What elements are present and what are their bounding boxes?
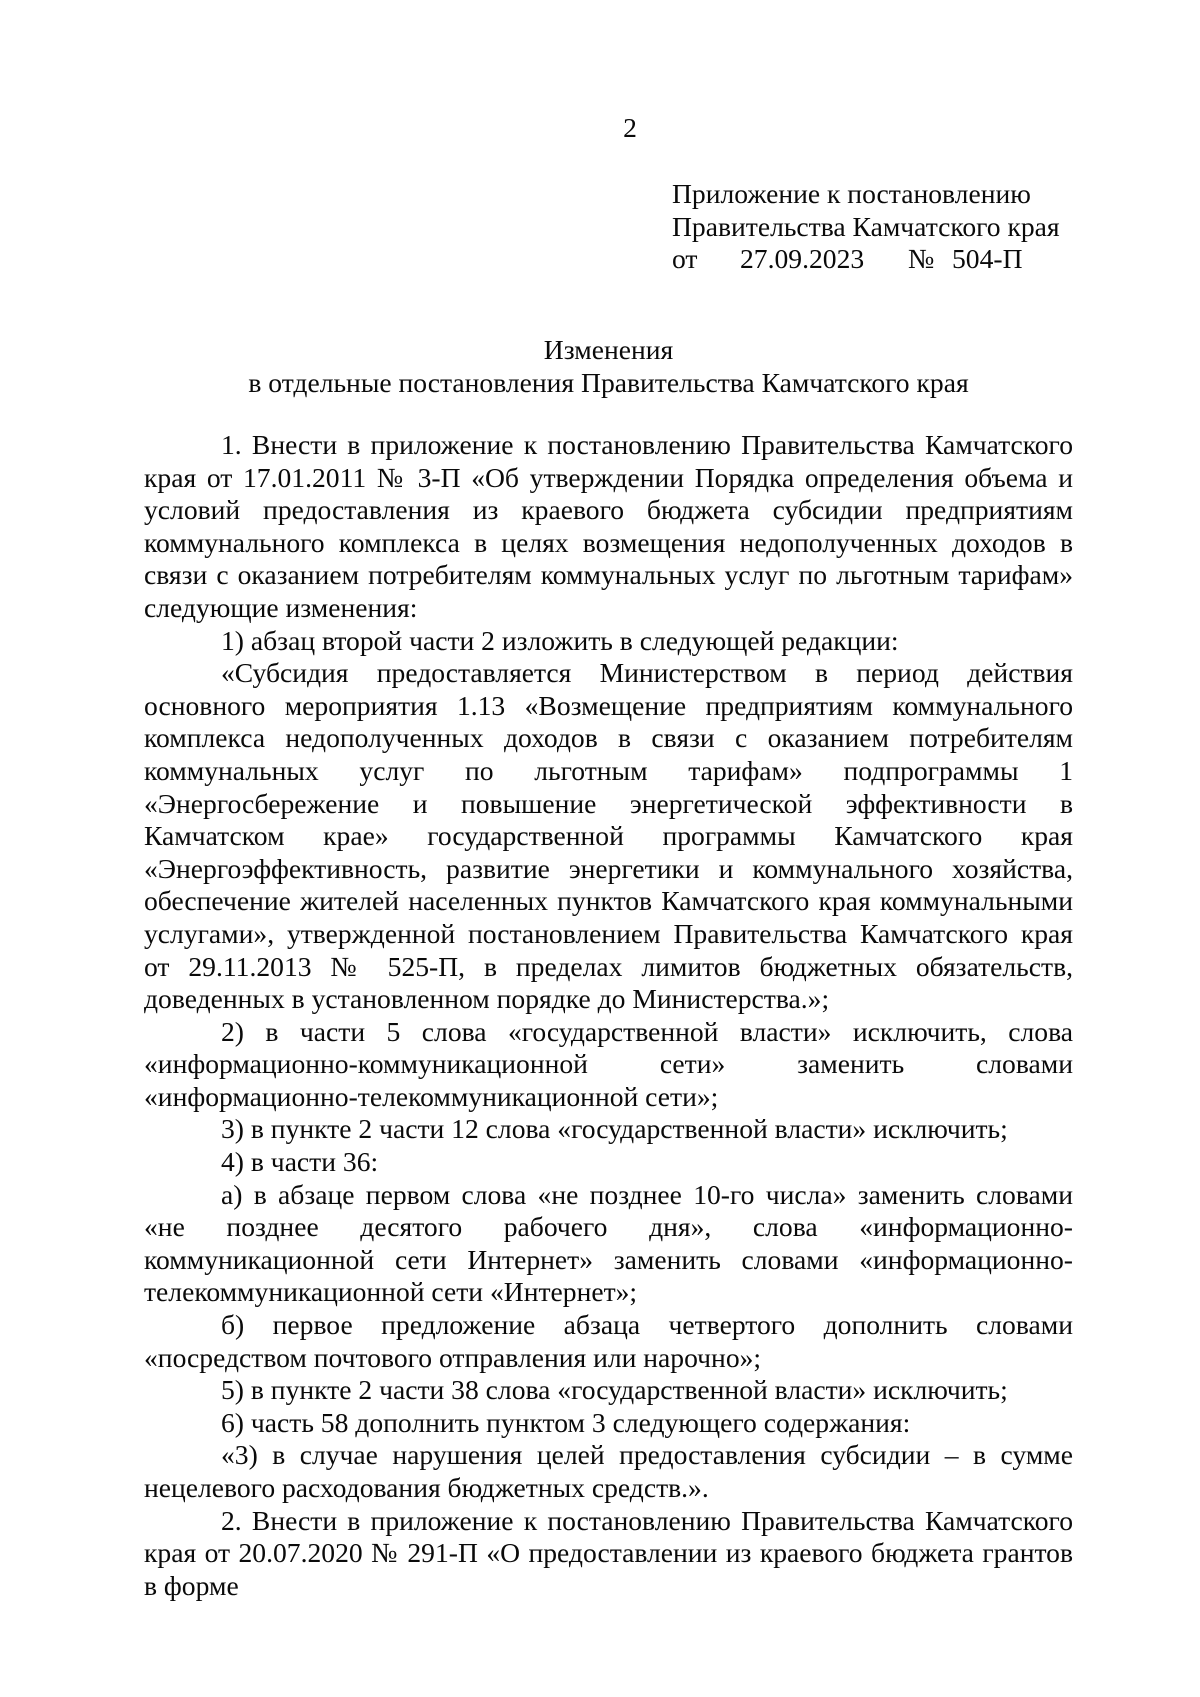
appendix-line-1: Приложение к постановлению [672,178,1031,209]
paragraph: а) в абзаце первом слова «не позднее 10-го числа» заменить словами «не позднее десятого рабочего дня», слова «информационно-коммуникационной сети Интернет» заменить словами «информационно-телекоммуникационной сети «Интернет»; [144,1178,1073,1308]
reference-number: 504-П [952,243,1023,275]
paragraph: 1. Внести в приложение к постановлению Правительства Камчатского края от 17.01.2011 № 3-П «Об утверждении Порядка определения объема и условий предоставления из краевого бюджета субсидии предприятиям коммунального комплекса в целях возмещения недополученных доходов в связи с оказанием потребителям коммунальных услуг по льготным тарифам» следующие изменения: [144,429,1073,623]
paragraph: 2) в части 5 слова «государственной власти» исключить, слова «информационно-коммуникационной сети» заменить словами «информационно-телекоммуникационной сети»; [144,1015,1073,1112]
paragraph: 4) в части 36: [221,1146,379,1178]
page-number: 2 [623,112,637,143]
paragraph: 5) в пункте 2 части 38 слова «государственной власти» исключить; [221,1374,1008,1406]
reference-number-sign: № [908,243,935,275]
reference-date: 27.09.2023 [740,243,865,275]
document-title [144,334,1073,399]
paragraph: 1) абзац второй части 2 изложить в следующей редакции: [221,624,899,656]
appendix-line-2: Правительства Камчатского края [672,210,1060,242]
paragraph: 6) часть 58 дополнить пунктом 3 следующего содержания: [221,1406,911,1438]
paragraph: 3) в пункте 2 части 12 слова «государственной власти» исключить; [221,1113,1008,1145]
paragraph: 2. Внести в приложение к постановлению Правительства Камчатского края от 20.07.2020 № 291-П «О предоставлении из краевого бюджета грантов в форме [144,1504,1073,1601]
reference-prefix: от [672,243,698,275]
title-line-2: в отдельные постановления Правительства Камчатского края [248,366,969,398]
paragraph: «3) в случае нарушения целей предоставления субсидии – в сумме нецелевого расходования бюджетных средств.». [144,1439,1073,1503]
paragraph: б) первое предложение абзаца четвертого дополнить словами «посредством почтового отправления или нарочно»; [144,1309,1073,1373]
appendix-reference-line [672,243,1132,276]
title-line-1: Изменения [543,334,674,365]
appendix-header [672,178,1132,276]
paragraph: «Субсидия предоставляется Министерством в период действия основного мероприятия 1.13 «Возмещение предприятиям коммунального комплекса недополученных доходов в связи с оказанием потребителям коммунальных услуг по льготным тарифам» подпрограммы 1 «Энергосбережение и повышение энергетической эффективности в Камчатском крае» государственной программы Камчатского края «Энергоэффективность, развитие энергетики и коммунального хозяйства, обеспечение жителей населенных пунктов Камчатского края коммунальными услугами», утвержденной постановлением Правительства Камчатского края от 29.11.2013 № 525-П, в пределах лимитов бюджетных обязательств, доведенных в установленном порядке до Министерства.»; [144,657,1073,1015]
document-body [144,429,1073,1602]
